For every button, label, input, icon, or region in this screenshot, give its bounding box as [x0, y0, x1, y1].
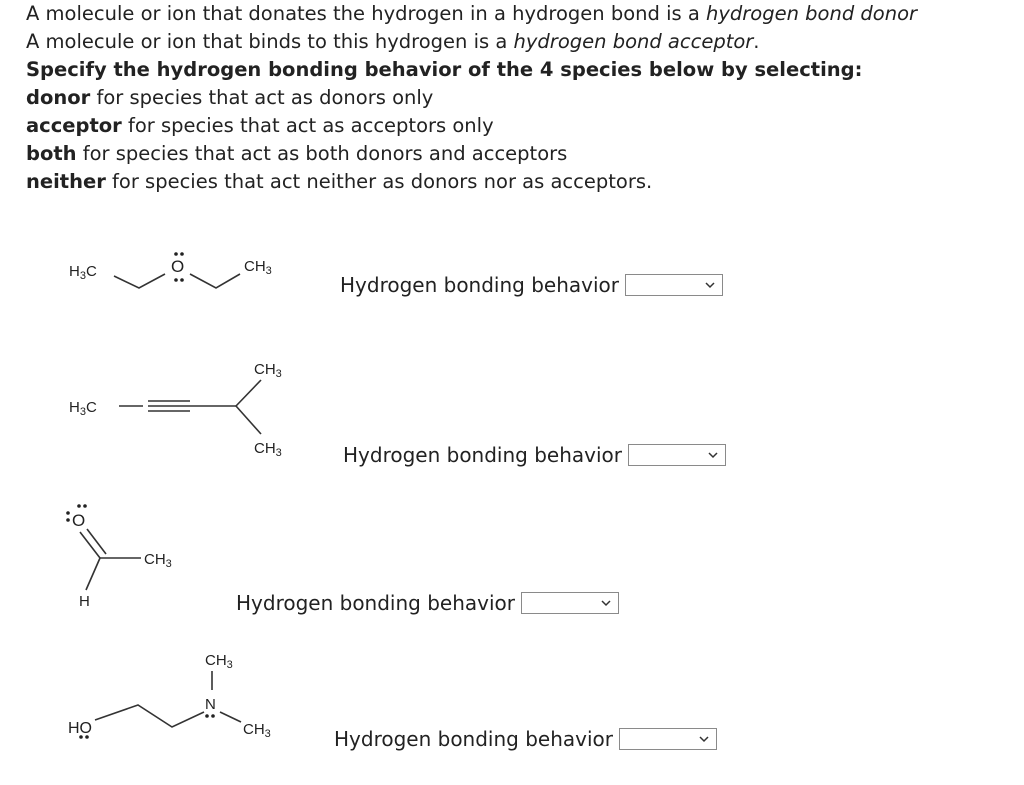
species4-ch3-top-label: $CH_3$: [205, 652, 233, 671]
species2-h3c-label: $H_3C$: [69, 399, 97, 418]
option-both: both for species that act as both donors and acceptors: [26, 142, 568, 165]
option-donor: donor for species that act as donors only: [26, 86, 434, 109]
species3-behavior-select[interactable]: [521, 592, 619, 614]
instruction-donor-def: A molecule or ion that donates the hydrogen in a hydrogen bond is a hydrogen bond donor: [26, 2, 918, 25]
instruction-task: Specify the hydrogen bonding behavior of the 4 species below by selecting:: [26, 58, 863, 81]
species2-behavior-label: Hydrogen bonding behavior: [343, 443, 622, 467]
chevron-down-icon: [704, 279, 716, 291]
species1-ch3-label: $CH_3$: [244, 258, 272, 277]
option-acceptor: acceptor for species that act as acceptors only: [26, 114, 494, 137]
species2-ch3-bottom-label: $CH_3$: [254, 440, 282, 459]
species4-ch3-right-label: $CH_3$: [243, 721, 271, 740]
species4-behavior-select[interactable]: [619, 728, 717, 750]
species2-ch3-top-label: $CH_3$: [254, 361, 282, 380]
species1-oxygen-label: O: [171, 257, 185, 276]
species4-ho-label: HO: [68, 720, 92, 737]
species3-behavior-row: [236, 591, 619, 615]
species1-behavior-label: Hydrogen bonding behavior: [340, 273, 619, 297]
chevron-down-icon: [698, 733, 710, 745]
species1-behavior-row: [340, 273, 723, 297]
species1-h3c-label: $H_3C$: [69, 263, 97, 282]
species3-ch3-label: $CH_3$: [144, 551, 172, 570]
chevron-down-icon: [600, 597, 612, 609]
instruction-acceptor-def: A molecule or ion that binds to this hydrogen is a hydrogen bond acceptor.: [26, 30, 760, 53]
species3-behavior-label: Hydrogen bonding behavior: [236, 591, 515, 615]
option-neither: neither for species that act neither as donors nor as acceptors.: [26, 170, 653, 193]
species2-behavior-select[interactable]: [628, 444, 726, 466]
species3-h-label: H: [79, 593, 90, 610]
species3-oxygen-label: O: [72, 511, 86, 530]
species1-behavior-select[interactable]: [625, 274, 723, 296]
species4-nitrogen-label: N: [205, 696, 216, 713]
chevron-down-icon: [707, 449, 719, 461]
species4-behavior-label: Hydrogen bonding behavior: [334, 727, 613, 751]
species2-behavior-row: [343, 443, 726, 467]
species4-behavior-row: [334, 727, 717, 751]
